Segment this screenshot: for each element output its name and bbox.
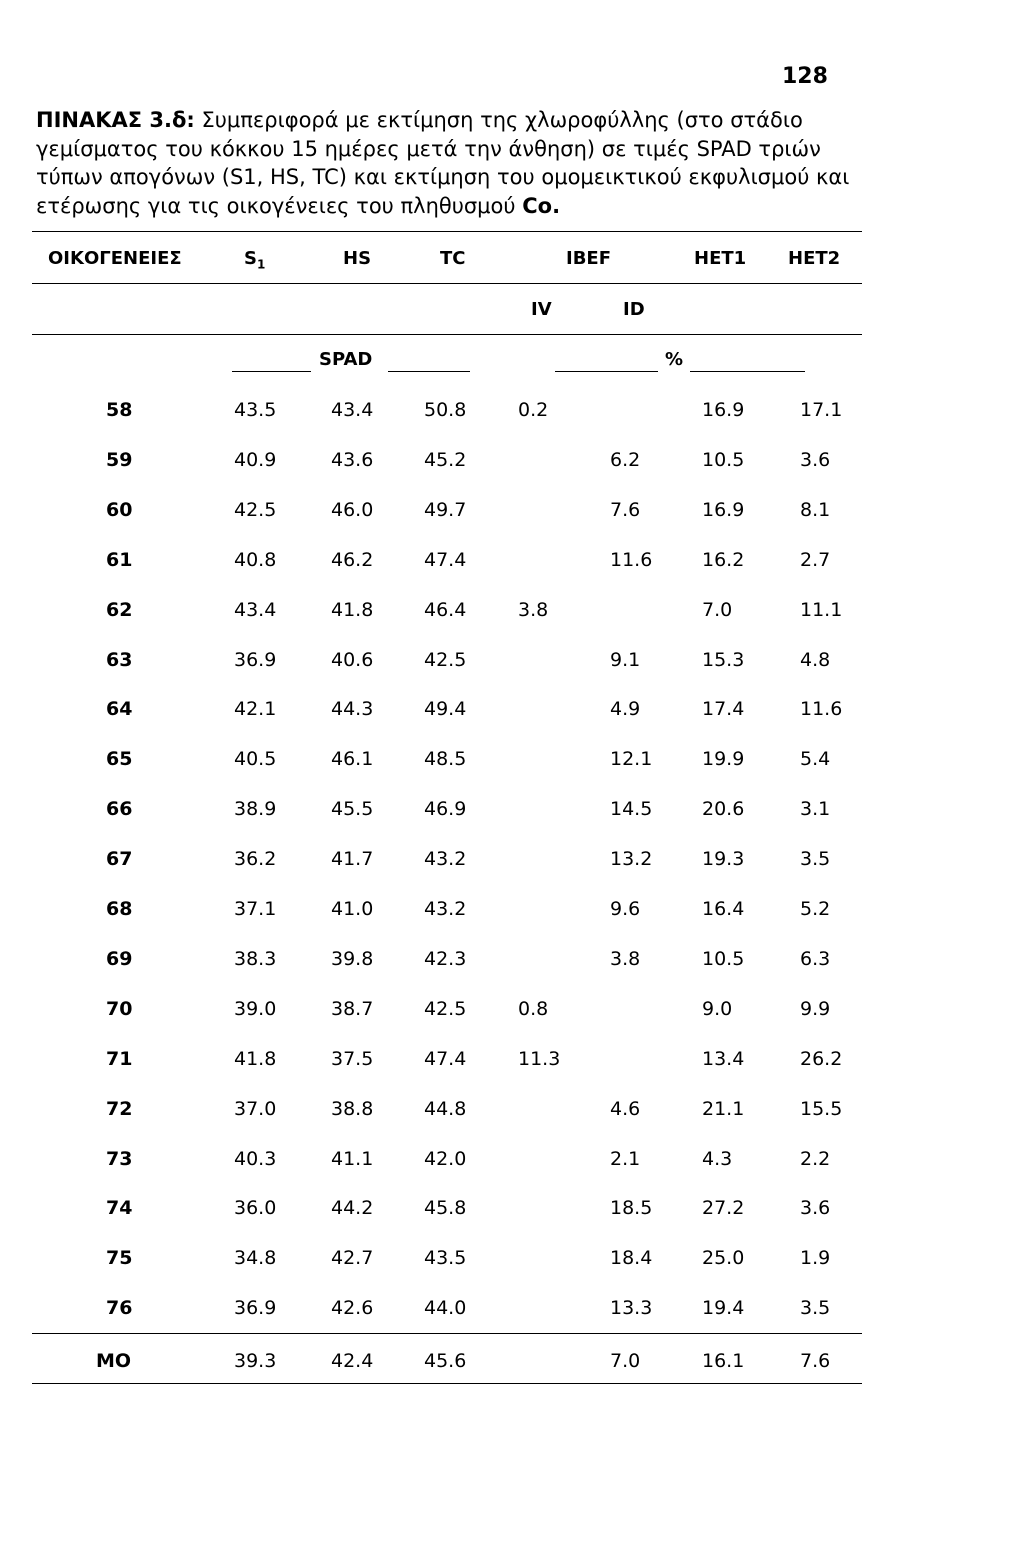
table-row: [0, 498, 1024, 526]
cell-het1: 10.5: [702, 448, 745, 471]
caption-label: ΠΙΝΑΚΑΣ 3.δ:: [36, 108, 195, 132]
mean-tc: 45.6: [424, 1350, 467, 1372]
cell-s1: 34.8: [234, 1247, 277, 1270]
cell-fam: 68: [106, 898, 133, 920]
cell-fam: 62: [106, 598, 133, 621]
cell-id: 2.1: [610, 1147, 641, 1170]
cell-id: 9.1: [610, 648, 641, 671]
cell-id: 13.2: [610, 848, 653, 871]
cell-iv: 0.8: [518, 997, 549, 1020]
spad-line-right: [388, 371, 470, 372]
subheader-id: ID: [623, 299, 645, 320]
cell-het1: 16.9: [702, 399, 745, 421]
cell-tc: 45.2: [424, 448, 467, 471]
cell-id: 3.8: [610, 947, 641, 970]
table-top-rule: [32, 231, 862, 232]
cell-id: 12.1: [610, 748, 653, 771]
cell-tc: 42.3: [424, 947, 467, 970]
mean-het1: 16.1: [702, 1350, 745, 1372]
header-ibef: IBEF: [566, 248, 612, 269]
caption-line-4: ετέρωσης για τις οικογένειες του πληθυσμού: [36, 193, 516, 218]
cell-iv: 0.2: [518, 399, 549, 421]
cell-het2: 3.5: [800, 848, 831, 871]
cell-het1: 25.0: [702, 1247, 745, 1270]
table-row: [0, 1196, 1024, 1224]
header-het1: HET1: [694, 248, 747, 269]
cell-het1: 9.0: [702, 997, 733, 1020]
cell-tc: 45.8: [424, 1197, 467, 1220]
cell-tc: 47.4: [424, 548, 467, 571]
cell-tc: 47.4: [424, 1047, 467, 1070]
cell-hs: 40.6: [331, 648, 374, 671]
cell-het2: 3.1: [800, 798, 831, 821]
cell-het2: 2.7: [800, 548, 831, 571]
cell-het1: 27.2: [702, 1197, 745, 1220]
cell-het1: 13.4: [702, 1047, 745, 1070]
cell-het2: 6.3: [800, 947, 831, 970]
cell-hs: 45.5: [331, 798, 374, 821]
cell-het2: 2.2: [800, 1147, 831, 1170]
cell-s1: 38.3: [234, 947, 277, 970]
subheader-iv: IV: [531, 299, 552, 320]
cell-het2: 26.2: [800, 1047, 843, 1070]
cell-id: 13.3: [610, 1297, 653, 1320]
cell-tc: 44.8: [424, 1097, 467, 1120]
mean-hs: 42.4: [331, 1350, 374, 1372]
cell-het1: 19.4: [702, 1297, 745, 1320]
cell-het2: 5.2: [800, 898, 831, 920]
cell-hs: 42.6: [331, 1297, 374, 1320]
cell-fam: 58: [106, 399, 133, 421]
cell-fam: 76: [106, 1297, 133, 1320]
cell-het1: 21.1: [702, 1097, 745, 1120]
cell-tc: 43.2: [424, 848, 467, 871]
cell-het1: 15.3: [702, 648, 745, 671]
cell-het1: 16.4: [702, 898, 745, 920]
cell-hs: 41.0: [331, 898, 374, 920]
cell-tc: 49.7: [424, 498, 467, 521]
cell-id: 9.6: [610, 898, 641, 920]
cell-het1: 19.9: [702, 748, 745, 771]
header-tc: TC: [440, 248, 466, 269]
unit-percent: %: [665, 349, 684, 370]
cell-s1: 36.9: [234, 1297, 277, 1320]
cell-hs: 38.7: [331, 997, 374, 1020]
cell-het2: 3.6: [800, 1197, 831, 1220]
header-het2: HET2: [788, 248, 841, 269]
cell-fam: 65: [106, 748, 133, 771]
table-row: [0, 1246, 1024, 1274]
cell-tc: 46.4: [424, 598, 467, 621]
cell-tc: 50.8: [424, 399, 467, 421]
cell-s1: 36.0: [234, 1197, 277, 1220]
cell-s1: 42.1: [234, 698, 277, 721]
caption-population: Co: [522, 193, 553, 218]
cell-fam: 70: [106, 997, 133, 1020]
percent-line-left: [555, 371, 658, 372]
table-row: [0, 448, 1024, 476]
cell-het1: 7.0: [702, 598, 733, 621]
page-number: 128: [782, 64, 828, 89]
header-hs: HS: [343, 248, 372, 269]
cell-het1: 16.2: [702, 548, 745, 571]
table-row: [0, 697, 1024, 725]
percent-line-right: [690, 371, 805, 372]
spad-line-left: [232, 371, 311, 372]
cell-tc: 43.5: [424, 1247, 467, 1270]
cell-s1: 43.4: [234, 598, 277, 621]
cell-hs: 42.7: [331, 1247, 374, 1270]
cell-het1: 16.9: [702, 498, 745, 521]
cell-s1: 43.5: [234, 399, 277, 421]
cell-s1: 40.9: [234, 448, 277, 471]
cell-hs: 41.7: [331, 848, 374, 871]
cell-het2: 5.4: [800, 748, 831, 771]
cell-fam: 59: [106, 448, 133, 471]
subheader-rule: [32, 334, 862, 335]
cell-hs: 41.1: [331, 1147, 374, 1170]
cell-hs: 39.8: [331, 947, 374, 970]
cell-hs: 46.0: [331, 498, 374, 521]
cell-het2: 3.5: [800, 1297, 831, 1320]
cell-s1: 37.0: [234, 1097, 277, 1120]
table-bottom-rule: [32, 1383, 862, 1384]
cell-fam: 61: [106, 548, 133, 571]
cell-hs: 43.4: [331, 399, 374, 421]
cell-het2: 4.8: [800, 648, 831, 671]
mean-label: MO: [96, 1350, 132, 1372]
table-row: [0, 1296, 1024, 1324]
cell-iv: 11.3: [518, 1047, 561, 1070]
cell-fam: 63: [106, 648, 133, 671]
cell-fam: 64: [106, 698, 133, 721]
cell-het2: 9.9: [800, 997, 831, 1020]
cell-hs: 38.8: [331, 1097, 374, 1120]
cell-s1: 40.5: [234, 748, 277, 771]
caption-line-3: τύπων απογόνων (S1, HS, TC) και εκτίμηση του ομομεικτικού εκφυλισμού και: [36, 165, 850, 189]
cell-tc: 42.0: [424, 1147, 467, 1170]
header-rule: [32, 283, 862, 284]
table-row: [0, 548, 1024, 576]
mean-row: [0, 1349, 1024, 1377]
cell-hs: 43.6: [331, 448, 374, 471]
cell-het1: 20.6: [702, 798, 745, 821]
cell-hs: 37.5: [331, 1047, 374, 1070]
cell-s1: 40.8: [234, 548, 277, 571]
table-row: [0, 598, 1024, 626]
cell-fam: 74: [106, 1197, 133, 1220]
cell-s1: 41.8: [234, 1047, 277, 1070]
cell-s1: 39.0: [234, 997, 277, 1020]
cell-fam: 72: [106, 1097, 133, 1120]
table-row: [0, 1147, 1024, 1175]
cell-hs: 44.3: [331, 698, 374, 721]
cell-fam: 60: [106, 498, 133, 521]
caption-line-2: γεμίσματος του κόκκου 15 ημέρες μετά την άνθηση) σε τιμές SPAD τριών: [36, 136, 821, 161]
cell-id: 4.9: [610, 698, 641, 721]
cell-hs: 46.1: [331, 748, 374, 771]
table-caption: [36, 106, 876, 220]
cell-s1: 36.9: [234, 648, 277, 671]
cell-tc: 42.5: [424, 997, 467, 1020]
cell-het2: 1.9: [800, 1247, 831, 1270]
header-families: ΟΙΚΟΓΕΝΕΙΕΣ: [48, 248, 182, 269]
cell-id: 11.6: [610, 548, 653, 571]
cell-s1: 37.1: [234, 898, 277, 920]
cell-id: 18.5: [610, 1197, 653, 1220]
cell-hs: 46.2: [331, 548, 374, 571]
cell-s1: 42.5: [234, 498, 277, 521]
header-s1-subscript: 1: [256, 257, 266, 272]
cell-fam: 71: [106, 1047, 133, 1070]
table-row: [0, 1097, 1024, 1125]
table-row: [0, 847, 1024, 875]
cell-het1: 4.3: [702, 1147, 733, 1170]
cell-hs: 44.2: [331, 1197, 374, 1220]
cell-id: 4.6: [610, 1097, 641, 1120]
cell-het2: 15.5: [800, 1097, 843, 1120]
cell-het2: 17.1: [800, 399, 843, 421]
cell-het1: 17.4: [702, 698, 745, 721]
cell-s1: 36.2: [234, 848, 277, 871]
cell-het2: 3.6: [800, 448, 831, 471]
cell-id: 14.5: [610, 798, 653, 821]
table-row: [0, 797, 1024, 825]
cell-het1: 19.3: [702, 848, 745, 871]
cell-tc: 43.2: [424, 898, 467, 920]
cell-iv: 3.8: [518, 598, 549, 621]
table-row: [0, 947, 1024, 975]
caption-line-1: Συμπεριφορά με εκτίμηση της χλωροφύλλης (στο στάδιο: [201, 108, 803, 132]
table-row: [0, 648, 1024, 676]
caption-end: .: [552, 193, 561, 218]
mean-top-rule: [32, 1333, 862, 1334]
cell-s1: 38.9: [234, 798, 277, 821]
cell-fam: 67: [106, 848, 133, 871]
header-s1: [244, 248, 265, 276]
cell-tc: 46.9: [424, 798, 467, 821]
header-s1-letter: S: [244, 248, 257, 269]
unit-spad: SPAD: [319, 349, 373, 370]
cell-s1: 40.3: [234, 1147, 277, 1170]
cell-tc: 42.5: [424, 648, 467, 671]
cell-het2: 8.1: [800, 498, 831, 521]
cell-fam: 75: [106, 1247, 133, 1270]
cell-hs: 41.8: [331, 598, 374, 621]
cell-fam: 73: [106, 1147, 133, 1170]
cell-id: 6.2: [610, 448, 641, 471]
table-row: [0, 897, 1024, 925]
cell-tc: 49.4: [424, 698, 467, 721]
cell-fam: 69: [106, 947, 133, 970]
mean-het2: 7.6: [800, 1350, 831, 1372]
cell-het2: 11.1: [800, 598, 843, 621]
mean-s1: 39.3: [234, 1350, 277, 1372]
table-row: [0, 997, 1024, 1025]
cell-id: 18.4: [610, 1247, 653, 1270]
cell-fam: 66: [106, 798, 133, 821]
cell-id: 7.6: [610, 498, 641, 521]
table-row: [0, 1047, 1024, 1075]
cell-tc: 44.0: [424, 1297, 467, 1320]
table-row: [0, 398, 1024, 426]
cell-tc: 48.5: [424, 748, 467, 771]
cell-het1: 10.5: [702, 947, 745, 970]
table-row: [0, 747, 1024, 775]
cell-het2: 11.6: [800, 698, 843, 721]
mean-id: 7.0: [610, 1350, 641, 1372]
